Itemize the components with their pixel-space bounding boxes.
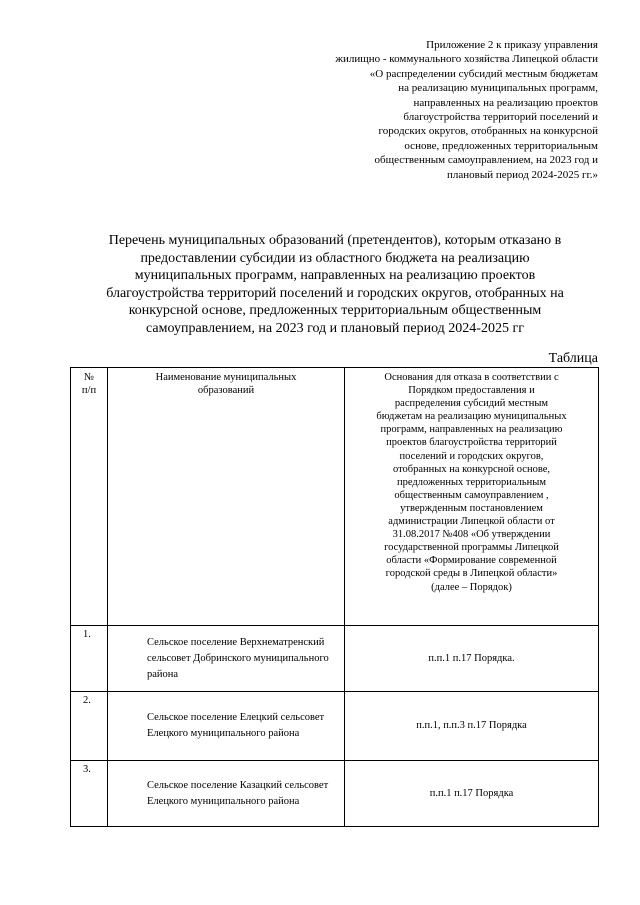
row-number: 3. bbox=[71, 761, 108, 827]
table-row bbox=[71, 692, 599, 761]
table-caption: Таблица bbox=[548, 351, 598, 366]
row-number: 2. bbox=[71, 692, 108, 761]
row-refusal-basis: п.п.1 п.17 Порядка. bbox=[345, 626, 599, 692]
appendix-line: на реализацию муниципальных программ, bbox=[398, 82, 598, 95]
appendix-line: Приложение 2 к приказу управления bbox=[426, 39, 598, 51]
title-line: предоставлении субсидии из областного бюджета на реализацию bbox=[140, 250, 530, 266]
appendix-line: жилищно - коммунального хозяйства Липецкой области bbox=[335, 53, 598, 66]
title-line: Перечень муниципальных образований (претендентов), которым отказано в bbox=[108, 233, 562, 248]
row-refusal-basis: п.п.1 п.17 Порядка bbox=[345, 761, 599, 827]
appendix-line: плановый период 2024-2025 гг.» bbox=[447, 168, 598, 181]
header-name: Наименование муниципальных образований bbox=[108, 368, 345, 626]
header-basis: Основания для отказа в соответствии с Порядком предоставления и распределения субсидий местным бюджетам на реализацию муниципальных программ, направленных на реализацию проектов благоустройства территорий поселений и городских округов, отобранных на конкурсной основе, предложенных территориальным общественным самоуправлением , утвержденным постановлением администрации Липецкой области от 31.08.2017 №408 «Об утверждении государственной программы Липецкой области «Формирование современной городской среды в Липецкой области» (далее – Порядок) bbox=[345, 368, 599, 626]
row-refusal-basis: п.п.1, п.п.3 п.17 Порядка bbox=[345, 692, 599, 761]
refusal-table bbox=[70, 367, 599, 827]
appendix-line: «О распределении субсидий местным бюджетам bbox=[369, 67, 598, 80]
title-line: благоустройства территорий поселений и городских округов, отобранных на bbox=[106, 285, 564, 301]
header-num: № п/п bbox=[71, 368, 108, 626]
appendix-heading bbox=[280, 38, 598, 182]
appendix-line: общественным самоуправлением, на 2023 год и bbox=[374, 154, 598, 167]
row-number: 1. bbox=[71, 626, 108, 692]
appendix-line: благоустройства территорий поселений и bbox=[403, 111, 598, 124]
appendix-line: городских округов, отобранных на конкурсной bbox=[378, 125, 598, 138]
table-header-row bbox=[71, 368, 599, 626]
row-municipality: Сельское поселение Елецкий сельсовет Елецкого муниципального района bbox=[108, 692, 345, 761]
title-line: муниципальных программ, направленных на реализацию проектов bbox=[134, 268, 536, 283]
row-municipality: Сельское поселение Верхнематренский сельсовет Добринского муниципального района bbox=[108, 626, 345, 692]
table-row bbox=[71, 626, 599, 692]
row-municipality: Сельское поселение Казацкий сельсовет Елецкого муниципального района bbox=[108, 761, 345, 827]
table-row bbox=[71, 761, 599, 827]
appendix-line: основе, предложенных территориальным bbox=[404, 139, 598, 152]
appendix-line: направленных на реализацию проектов bbox=[413, 96, 598, 109]
document-title bbox=[70, 232, 600, 337]
title-line: самоуправлением, на 2023 год и плановый период 2024-2025 гг bbox=[146, 320, 524, 336]
title-line: конкурсной основе, предложенных территориальным общественным bbox=[128, 303, 542, 318]
